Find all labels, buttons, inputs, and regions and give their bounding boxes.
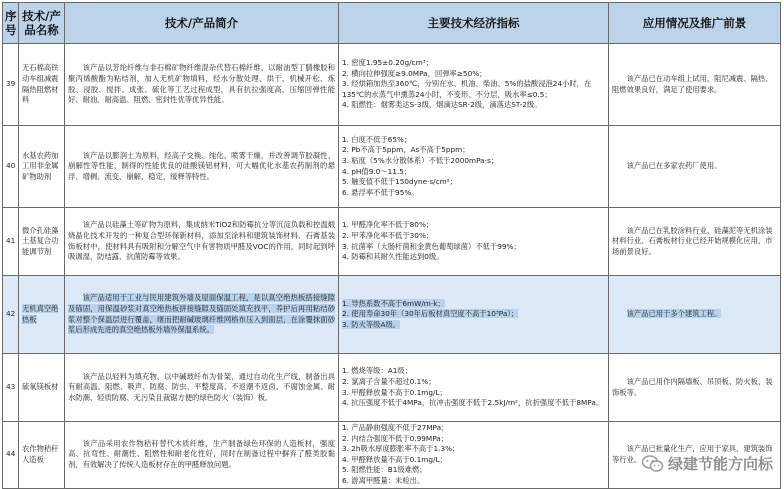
indicator-item: 2. Pb不高于5ppm，As不高于5ppm； xyxy=(342,145,605,156)
row-number: 40 xyxy=(3,126,19,208)
indicator-item: 3. 经烘箱加热至360℃，分别在水、机油、柴油、5%的盐酸浸泡24小时，在135℃的水蒸气中熏蒸24小时，不变形、不分层，吸水率≤0.5； xyxy=(342,79,605,100)
table-row xyxy=(3,354,781,422)
row-number: 42 xyxy=(3,276,19,354)
indicator-item: 5. 阻燃性能：B1级难燃； xyxy=(342,465,605,476)
table-row xyxy=(3,208,781,276)
indicator-item: 6. 游离甲醛量：未检出。 xyxy=(342,476,605,487)
application-text: 该产品已在乳胶涂料行业、硅藻泥等无机涂装材料行业、石膏板材行业已经开始规模化应用，市场前景良好。 xyxy=(609,208,781,276)
indicator-list xyxy=(339,208,609,276)
application-text: 该产品已用作内隔墙板、吊顶板、防火板、装饰板等。 xyxy=(609,354,781,422)
header-indicators: 主要技术经济指标 xyxy=(339,3,609,44)
indicator-item: 2. 氯离子含量不超过0.1%； xyxy=(342,377,605,388)
indicator-list xyxy=(339,354,609,422)
wechat-icon xyxy=(642,455,664,473)
table-row xyxy=(3,44,781,126)
indicator-item: 1. 白度不低于65%； xyxy=(342,135,605,146)
row-number: 43 xyxy=(3,354,19,422)
application-text xyxy=(609,276,781,354)
application-text: 该产品已批量化生产，应用于家具、建筑装饰等行业。 xyxy=(609,422,781,489)
indicator-item: 4. 甲醛释放量不高于0.1mg/L； xyxy=(342,455,605,466)
indicator-item xyxy=(342,320,605,331)
watermark xyxy=(639,452,776,475)
indicator-item: 3. 粘度（5%水分散体系）不低于2000mPa·s； xyxy=(342,156,605,167)
product-name-text: 无机真空绝热板 xyxy=(22,304,58,324)
indicator-list xyxy=(339,276,609,354)
indicator-item-text: 2. 使用寿命30年（30年后板材真空度不高于10³Pa）； xyxy=(342,309,518,318)
indicator-item xyxy=(342,299,605,310)
indicator-item: 1. 甲醛净化率不低于80%； xyxy=(342,220,605,231)
indicator-item: 2. 内结合强度不低于0.99MPa； xyxy=(342,434,605,445)
product-intro-text: 该产品适用于工业与民用建筑外墙及屋面保温工程，是以真空绝热板搭接缝隙及锚固，用保温砂浆对真空绝热板拼接缝隙及锚固处填充找平，养护后再用粘结砂浆对整个保温层进行覆盖，继而把耐碱玻璃纤维网格布压入到面层，在涂覆抹面砂浆后形成先进的真空绝热板外墙外保温系统。 xyxy=(68,293,335,334)
indicator-item xyxy=(342,309,605,320)
product-intro: 该产品以轻料为填充物，以中碱玻纤布为骨架，通过自动化生产线，制备出具有耐高温、阻燃、吸声、防腐、防虫、平整度高、不返潮不返卤、不腐蚀金属、耐水防潮、轻质防腐、无污染且裁锯方便的绿色防火（装饰）板。 xyxy=(65,354,339,422)
indicator-list xyxy=(339,44,609,126)
product-name: 无石棉高铁动车组减震隔热阻燃材料 xyxy=(19,44,65,126)
indicator-item: 4. pH值9.0～11.5； xyxy=(342,167,605,178)
product-intro: 该产品以膨润土为原料，经高子交换、纯化、喷雾干燥，并改善调节胶凝性、崩解性等性能，制得的性能优良的硅酸镁铝材料，可大幅优化水基农药制剂的悬浮、增稠、流变、崩解、稳定、缓释等特性。 xyxy=(65,126,339,208)
table-header-row xyxy=(3,3,781,44)
product-name: 硫氧镁板材 xyxy=(19,354,65,422)
watermark-text: 绿建节能方向标 xyxy=(668,453,773,474)
indicator-item: 3. 2h吸水厚度膨胀率不高于1.3%； xyxy=(342,444,605,455)
indicator-item: 6. 悬浮率不低于95%。 xyxy=(342,188,605,199)
row-number: 41 xyxy=(3,208,19,276)
indicator-item: 1. 产品静曲强度不低于27MPa； xyxy=(342,423,605,434)
indicator-item: 4. 防霉和其耐久性能达到0级。 xyxy=(342,252,605,263)
indicator-item-text: 1. 导热系数不高于6mW/m·k； xyxy=(342,299,445,308)
row-number: 44 xyxy=(3,422,19,489)
table-row-highlighted xyxy=(3,276,781,354)
indicator-item: 2. 甲苯净化率不低于30%； xyxy=(342,231,605,242)
indicator-item: 1. 燃烧等级：A1级； xyxy=(342,366,605,377)
product-intro xyxy=(65,276,339,354)
product-intro: 该产品以芳纶纤维与非石棉矿物纤维混杂代替石棉纤维，以耐油型丁腈橡胶和聚丙烯酸酯为粘结剂，加入无机矿物填料，经水分散处理、烘干、机械开松、炼胶、浸胶、搅拌、成张、硫化等工艺过程成型，具有抗拉强度高、压缩回弹性能好、耐油、耐高温、阻燃、密封性优等优异性能。 xyxy=(65,44,339,126)
row-number: 39 xyxy=(3,44,19,126)
header-name: 技术/产品名称 xyxy=(19,3,65,44)
header-no: 序号 xyxy=(3,3,19,44)
application-text: 该产品已在动车组上试用，阻尼减震、隔热、阻燃效果良好，满足了使用要求。 xyxy=(609,44,781,126)
indicator-list xyxy=(339,422,609,489)
indicator-item: 1. 密度1.95±0.20g/cm³； xyxy=(342,58,605,69)
indicator-item: 4. 阻燃性：烟雾类达S-3级，烟滴达SR-2级，滴落达ST-2级。 xyxy=(342,100,605,111)
product-table xyxy=(2,2,781,489)
table-row xyxy=(3,126,781,208)
product-name: 水基农药加工用非金属矿物助剂 xyxy=(19,126,65,208)
product-intro: 该产品采用农作物秸秆替代木质纤维，生产制备绿色环保的人造板材，强度高、抗弯性、耐潮性、阻燃性和耐老化性好，同时在制备过程中摒弃了醛类胶黏剂，有效解决了传统人造板材存在的甲醛释放问题。 xyxy=(65,422,339,489)
application-text-span: 该产品已用于多个建筑工程。 xyxy=(627,309,722,318)
product-name xyxy=(19,276,65,354)
product-name: 农作物秸秆人造板 xyxy=(19,422,65,489)
indicator-item: 2. 横向拉伸强度≥9.0MPa，回弹率≥50%； xyxy=(342,69,605,80)
indicator-item: 3. 甲醛释放量不高于0.1mg/L； xyxy=(342,388,605,399)
product-name: 微介孔硅藻土基复合功能调节剂 xyxy=(19,208,65,276)
indicator-item: 4. 抗压强度不低于4MPa，抗冲击强度不低于2.5kJ/m²，抗折强度不低于8MPa。 xyxy=(342,398,605,409)
header-application: 应用情况及推广前景 xyxy=(609,3,781,44)
indicator-list xyxy=(339,126,609,208)
application-text: 该产品已在多家农药厂使用。 xyxy=(609,126,781,208)
indicator-item-text: 3. 防火等级A级。 xyxy=(342,320,400,329)
header-intro: 技术/产品简介 xyxy=(65,3,339,44)
product-intro: 该产品以硅藻土等矿物为原料，集成纳米TiO2和防霉抗分等沉淀负载和控温煅烧晶化技术开发的一种复合型环保新材料，添加至涂料和建筑装饰材料、石膏基装饰板材中，使材料具有吸附和分解空气中有害物质甲醛及VOC的作用，同时起到呼吸调湿、防结露、抗菌防霉等效果。 xyxy=(65,208,339,276)
indicator-item: 3. 抗菌率（大肠杆菌和金黄色葡萄球菌）不低于99%； xyxy=(342,242,605,253)
indicator-item: 5. 触变值不低于150dyne·s/cm²； xyxy=(342,177,605,188)
